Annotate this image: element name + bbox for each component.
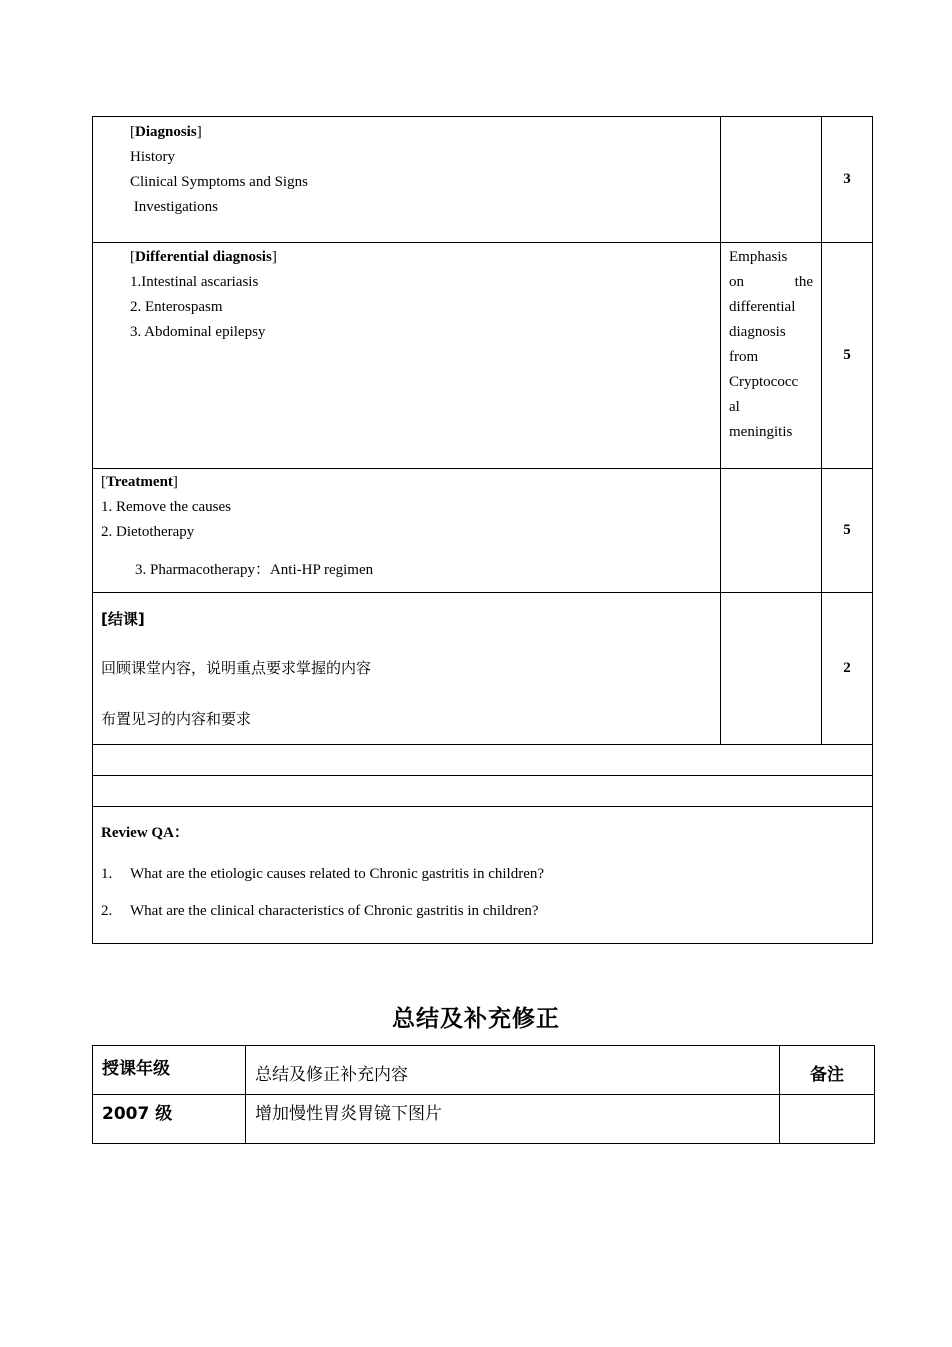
note-line: meningitis	[729, 424, 793, 440]
summary-header-row	[93, 1046, 875, 1095]
differential-note	[721, 243, 822, 469]
diagnosis-content	[93, 117, 721, 243]
review-question: 1. What are the etiologic causes related to Chronic gastritis in children?	[101, 866, 545, 882]
differential-heading: [Differential diagnosis]	[130, 249, 277, 265]
diagnosis-note	[721, 117, 822, 243]
note-line: diagnosis	[729, 324, 786, 340]
differential-item: 3. Abdominal epilepsy	[130, 324, 266, 340]
diagnosis-item: Clinical Symptoms and Signs	[130, 174, 308, 190]
review-content	[93, 807, 873, 944]
diagnosis-time: 3	[822, 117, 873, 243]
empty-cell	[93, 776, 873, 807]
note-line: al	[729, 399, 740, 415]
note-line: Emphasis	[729, 249, 788, 265]
note-line: Cryptococc	[729, 374, 799, 390]
differential-item: 2. Enterospasm	[130, 299, 223, 315]
conclusion-note	[721, 593, 822, 745]
differential-time: 5	[822, 243, 873, 469]
cell-grade: 2007 级	[93, 1095, 246, 1144]
cell-content: 增加慢性胃炎胃镜下图片	[246, 1095, 780, 1144]
note-line: from	[729, 349, 759, 365]
diagnosis-heading: [Diagnosis]	[130, 124, 202, 140]
review-heading: Review QA：	[101, 825, 189, 841]
differential-content	[93, 243, 721, 469]
header-remark: 备注	[780, 1046, 875, 1095]
header-grade: 授课年级	[93, 1046, 246, 1095]
review-row	[93, 807, 873, 944]
diagnosis-row	[93, 117, 873, 243]
summary-title: 总结及补充修正	[392, 1006, 560, 1032]
conclusion-time: 2	[822, 593, 873, 745]
note-line: on the	[729, 274, 813, 290]
review-question: 2. What are the clinical characteristics of Chronic gastritis in children?	[101, 903, 539, 919]
empty-row	[93, 745, 873, 776]
treatment-time: 5	[822, 469, 873, 593]
treatment-content	[93, 469, 721, 593]
conclusion-row	[93, 593, 873, 745]
conclusion-item: 布置见习的内容和要求	[101, 710, 252, 728]
empty-row	[93, 776, 873, 807]
header-content: 总结及修正补充内容	[246, 1046, 780, 1095]
treatment-heading: [Treatment]	[101, 474, 178, 490]
cell-remark	[780, 1095, 875, 1144]
conclusion-heading: [结课]	[101, 610, 145, 628]
diagnosis-item: History	[130, 149, 175, 165]
differential-row	[93, 243, 873, 469]
lesson-plan-table	[92, 116, 873, 944]
conclusion-content	[93, 593, 721, 745]
treatment-note	[721, 469, 822, 593]
treatment-item: 1. Remove the causes	[101, 499, 231, 515]
note-line: differential	[729, 299, 796, 315]
summary-table	[92, 1045, 875, 1144]
treatment-item: 2. Dietotherapy	[101, 524, 195, 540]
treatment-row	[93, 469, 873, 593]
diagnosis-item: Investigations	[130, 199, 218, 215]
differential-item: 1.Intestinal ascariasis	[130, 274, 259, 290]
conclusion-item: 回顾课堂内容，说明重点要求掌握的内容	[101, 659, 372, 677]
summary-row	[93, 1095, 875, 1144]
empty-cell	[93, 745, 873, 776]
treatment-item: 3. Pharmacotherapy：Anti-HP regimen	[135, 562, 374, 578]
